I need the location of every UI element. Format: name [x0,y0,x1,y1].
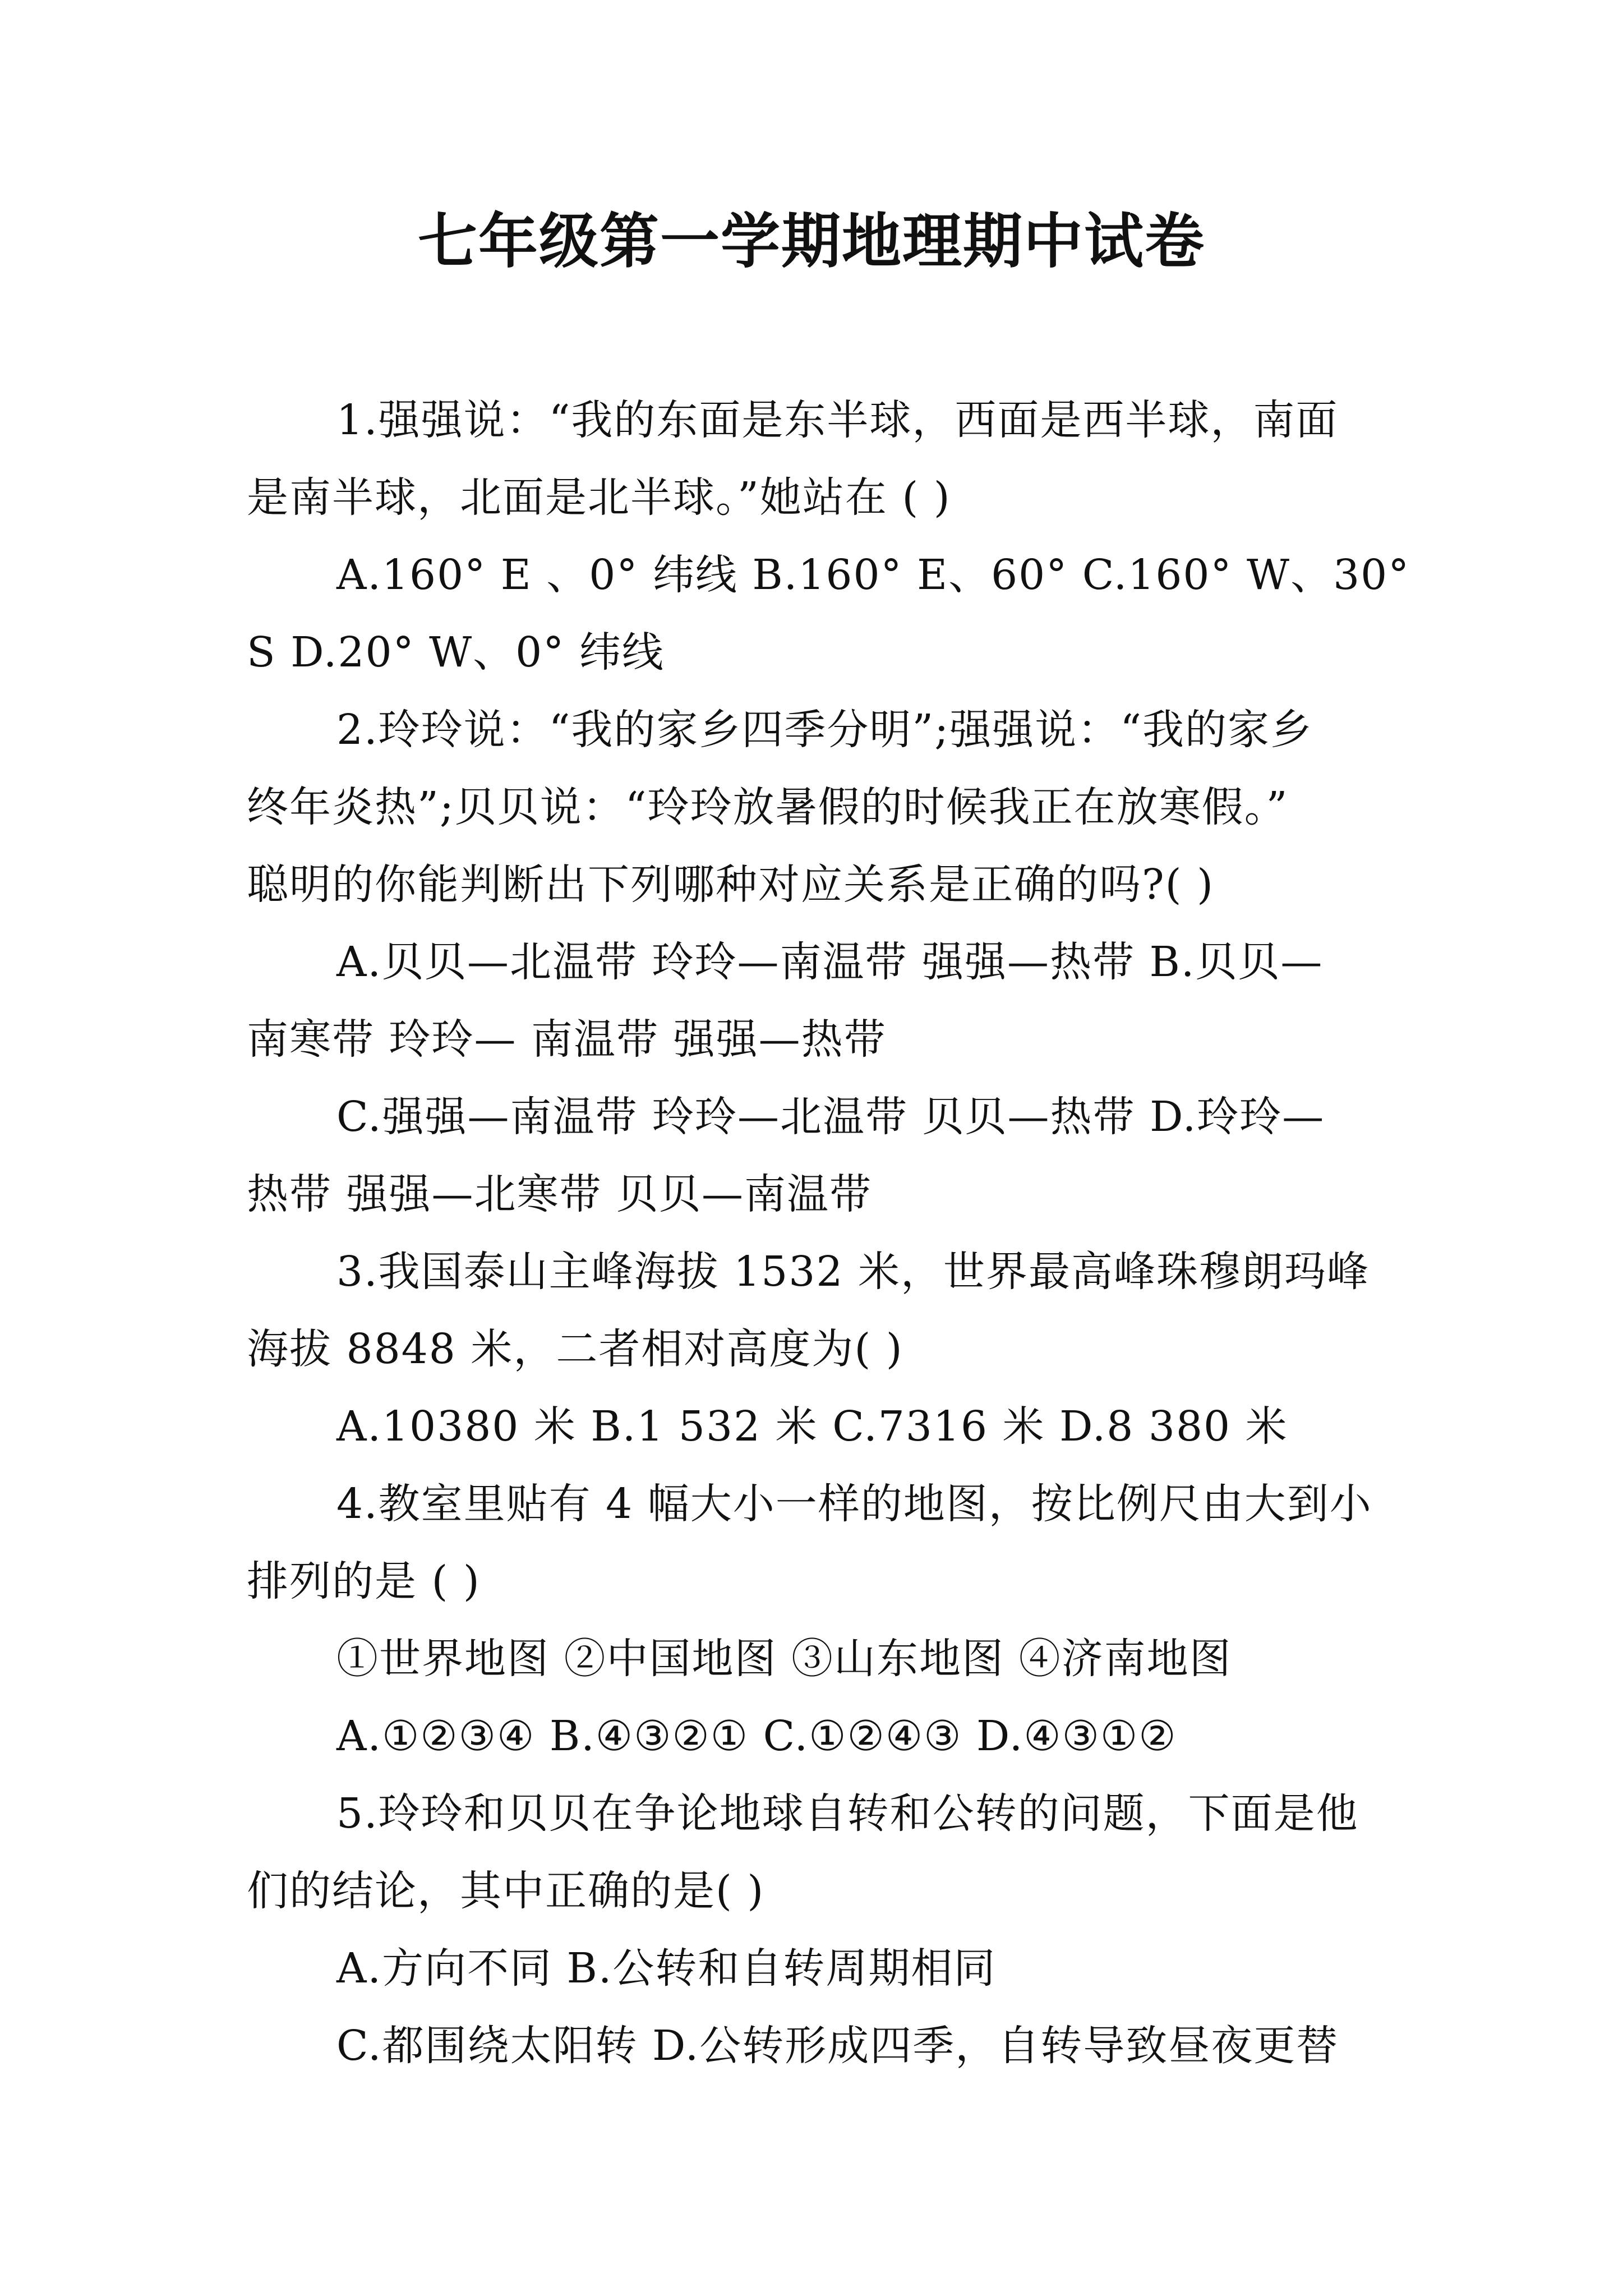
q2-options-cd-line-1: C.强强—南温带 玲玲—北温带 贝贝—热带 D.玲玲— [336,1093,1325,1141]
q5-line-1: 5.玲玲和贝贝在争论地球自转和公转的问题，下面是他 [336,1789,1359,1838]
q2-line-2: 终年炎热”;贝贝说：“玲玲放暑假的时候我正在放寒假。” [247,783,1289,831]
q3-options: A.10380 米 B.1 532 米 C.7316 米 D.8 380 米 [336,1402,1288,1451]
q3-line-1: 3.我国泰山主峰海拔 1532 米，世界最高峰珠穆朗玛峰 [336,1248,1370,1296]
q5-options-ab: A.方向不同 B.公转和自转周期相同 [336,1944,997,1993]
q4-line-2: 排列的是 ( ) [247,1557,481,1605]
q4-line-1: 4.教室里贴有 4 幅大小一样的地图，按比例尺由大到小 [336,1480,1372,1528]
q1-options-line-1: A.160° E 、0° 纬线 B.160° E、60° C.160° W、30° [336,551,1410,599]
document-body [247,381,1410,2085]
q1-line-2: 是南半球，北面是北半球。”她站在 ( ) [247,473,951,522]
q1-options-line-2: S D.20° W、0° 纬线 [247,628,665,677]
q2-options-ab-line-1: A.贝贝—北温带 玲玲—南温带 强强—热带 B.贝贝— [336,938,1324,986]
q5-line-2: 们的结论，其中正确的是( ) [247,1867,765,1915]
q4-options: A.①②③④ B.④③②① C.①②④③ D.④③①② [336,1712,1177,1760]
q2-options-ab-line-2: 南寒带 玲玲— 南温带 强强—热带 [247,1015,887,1064]
q2-line-1: 2.玲玲说：“我的家乡四季分明”;强强说：“我的家乡 [336,706,1313,754]
q3-line-2: 海拔 8848 米，二者相对高度为( ) [247,1325,903,1373]
q2-options-cd-line-2: 热带 强强—北寒带 贝贝—南温带 [247,1170,873,1218]
document-title: 七年级第一学期地理期中试卷 [418,206,1205,276]
q5-options-cd: C.都围绕太阳转 D.公转形成四季，自转导致昼夜更替 [336,2022,1339,2070]
q2-line-3: 聪明的你能判断出下列哪种对应关系是正确的吗?( ) [247,861,1214,909]
q1-line-1: 1.强强说：“我的东面是东半球，西面是西半球，南面 [336,396,1339,444]
q4-map-list: ①世界地图 ②中国地图 ③山东地图 ④济南地图 [336,1635,1232,1683]
